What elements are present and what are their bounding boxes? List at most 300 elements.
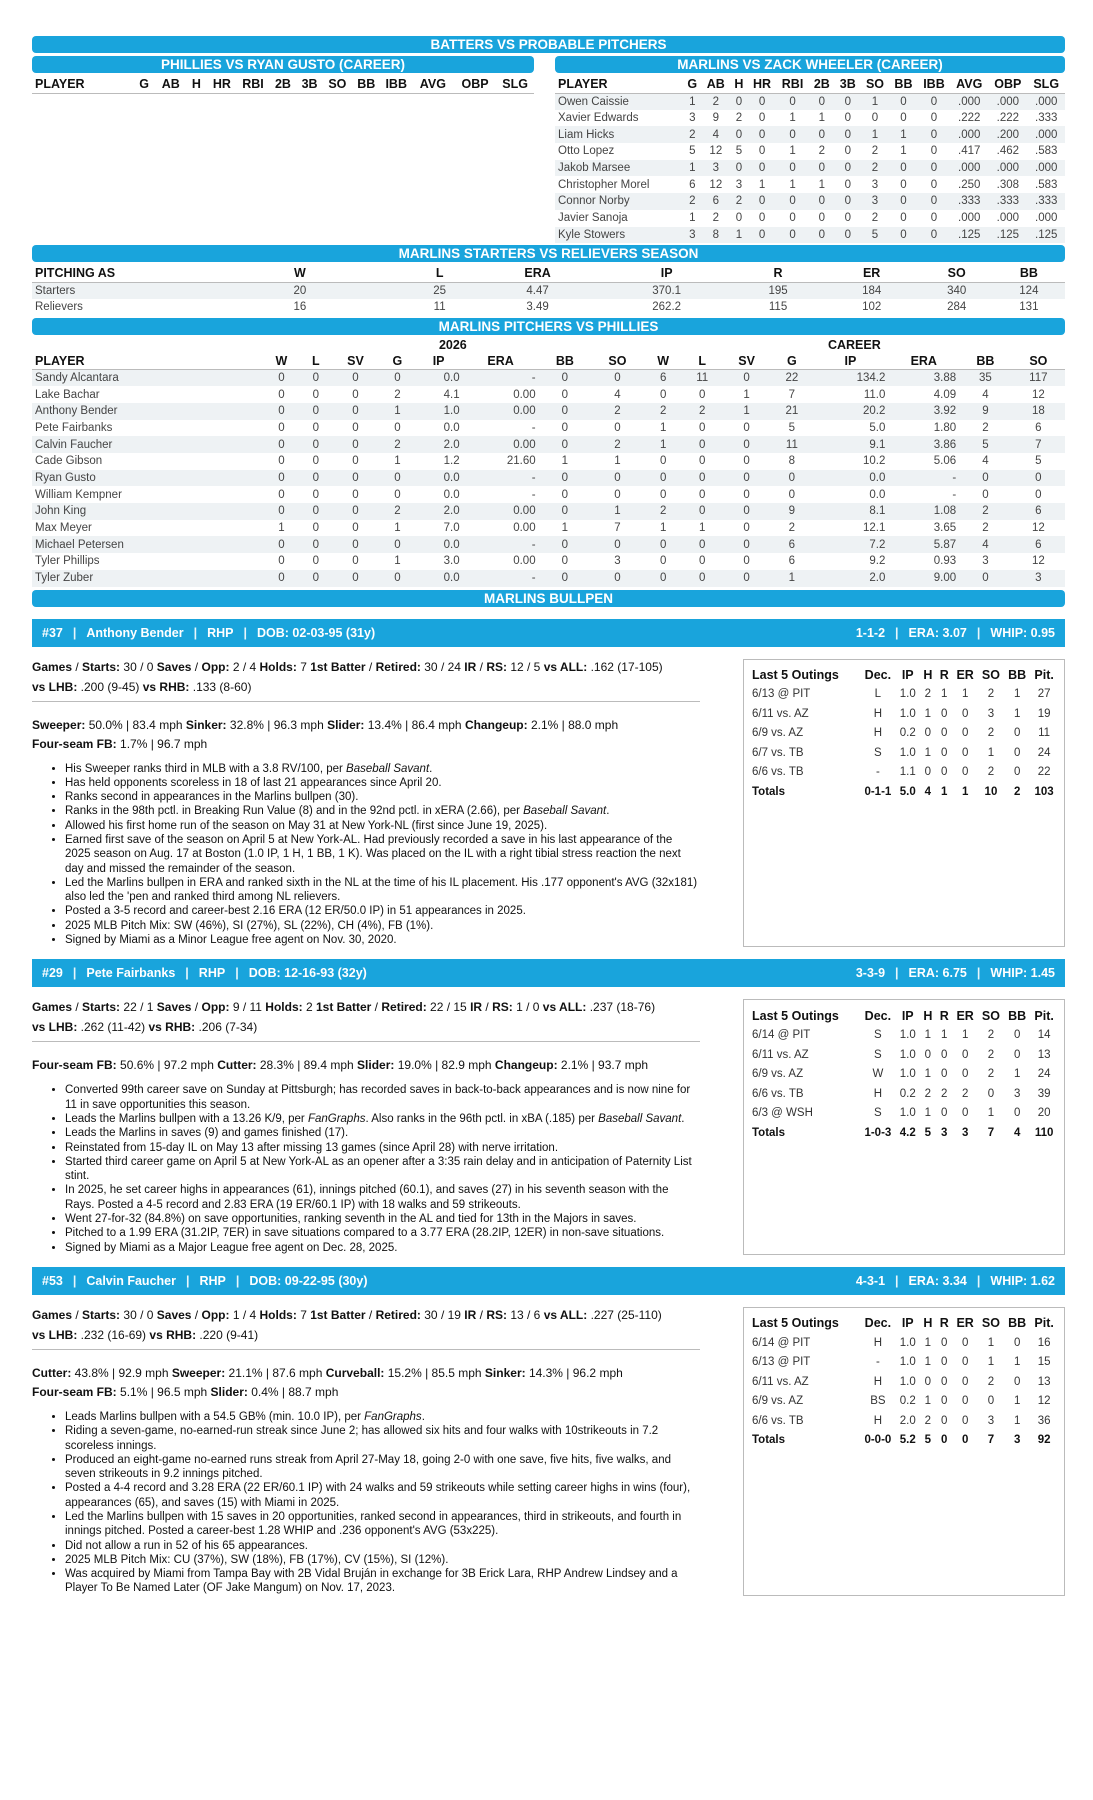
stat-cell: 0 (352, 455, 359, 468)
stat-value: / (476, 659, 487, 674)
stat-cell: 2 (941, 1087, 948, 1100)
stat-cell: 0 (924, 1375, 932, 1388)
starters-relievers-table (32, 265, 1065, 315)
pitch-mix (32, 1364, 700, 1402)
stat-cell: 0 (539, 436, 592, 453)
stat-cell: .308 (996, 178, 1020, 191)
marlins-vs-wheeler (555, 56, 1065, 243)
stat-cell: 2 (959, 503, 1012, 520)
column-header: SO (981, 1008, 1000, 1023)
jersey-number: #53 (42, 1273, 63, 1288)
stat-cell: 0.0 (812, 470, 888, 487)
stat-value: 21.1% | 87.6 mph (225, 1365, 326, 1380)
game-notes-page (32, 36, 1065, 1596)
table-row (555, 110, 1065, 127)
outing-date: 6/9 vs. AZ (752, 1395, 804, 1408)
stat-cell: 2 (394, 388, 401, 401)
column-header: ER (862, 266, 881, 281)
player-name: Otto Lopez (558, 145, 615, 158)
stat-cell: 7.2 (812, 536, 888, 553)
stat-cell: 6 (1012, 503, 1065, 520)
table-header-row (32, 265, 1065, 282)
column-header: PLAYER (558, 77, 608, 92)
stat-cell: 0 (844, 178, 851, 191)
stat-cell: 36 (1037, 1414, 1051, 1427)
stat-cell: H (873, 1414, 883, 1427)
column-header: H (191, 77, 201, 92)
stat-value: .162 (17-105) (587, 659, 663, 674)
stat-value: 1 / 0 (512, 1000, 543, 1015)
note-item (65, 1453, 700, 1482)
table-header-row (750, 1006, 1058, 1025)
note-item (65, 1510, 700, 1539)
pitch-mix (32, 716, 700, 754)
stat-value: 2 / 4 (229, 659, 260, 674)
column-header: PLAYER (35, 77, 85, 92)
table-row (750, 685, 1058, 705)
table-header-row (32, 353, 1065, 370)
stat-cell: 1 (924, 707, 932, 720)
column-header: SV (738, 353, 755, 368)
stat-cell: 3.92 (888, 403, 959, 420)
stat-cell: 0 (331, 370, 381, 387)
stat-cell: 1 (924, 1336, 932, 1349)
stat-cell: 0 (918, 126, 951, 143)
stat-cell: 0 (301, 370, 331, 387)
stat-cell: 0 (743, 555, 750, 568)
stat-cell: 35 (959, 370, 1012, 387)
stat-label: vs LHB: (32, 1020, 78, 1035)
stat-cell: 0.0 (443, 421, 460, 434)
column-header: L (435, 266, 444, 281)
stat-cell: 5 (689, 145, 696, 158)
divider: | (895, 625, 899, 640)
table-row (32, 470, 1065, 487)
player-name: Max Meyer (35, 522, 92, 535)
table-row (32, 486, 1065, 503)
pitcher-card (32, 1267, 1065, 1596)
player-name: Connor Norby (555, 193, 683, 210)
stat-cell: 1 (987, 1107, 995, 1120)
stat-cell: 18 (1012, 403, 1065, 420)
pitcher-season-line (856, 959, 1055, 987)
outing-date: 6/11 vs. AZ (752, 1375, 809, 1388)
stat-cell: 0 (809, 93, 835, 110)
note-item (65, 1226, 700, 1240)
stat-label: Retired: (375, 1307, 421, 1322)
column-header: IBB (923, 77, 945, 92)
stat-cell: 0 (380, 570, 414, 587)
stat-cell: 2 (818, 145, 825, 158)
column-header: 3B (839, 77, 856, 92)
stat-cell: 0 (539, 536, 592, 553)
outings-table (750, 1314, 1058, 1450)
stat-cell: 0 (352, 421, 359, 434)
stat-cell: 0 (301, 536, 331, 553)
stat-label: Holds: (259, 659, 297, 674)
stat-cell: 2 (735, 112, 743, 125)
stat-cell: 7 (1012, 436, 1065, 453)
column-header: OBP (461, 77, 489, 92)
last-5-outings (743, 999, 1065, 1255)
stat-cell: 1.0 (899, 1107, 916, 1120)
stat-cell: 1 (818, 178, 825, 191)
stat-cell: 12 (709, 178, 723, 191)
pitcher-dob: DOB: 02-03-95 (31y) (257, 625, 376, 640)
stat-value: Signed by Miami as a Major League free agent on Dec. 28, 2025. (65, 1241, 398, 1254)
total-cell: Totals (752, 1434, 786, 1447)
column-header: R (773, 266, 783, 281)
table-row (750, 1352, 1058, 1372)
table-row (750, 1064, 1058, 1084)
column-header: IP (432, 353, 445, 368)
stat-cell: 2 (861, 160, 889, 177)
outing-date: 6/7 vs. TB (752, 746, 804, 759)
stat-label: Saves (156, 659, 192, 674)
stat-label: vs ALL: (543, 1307, 588, 1322)
total-cell: 0-0-0 (864, 1434, 892, 1447)
note-item (65, 1539, 700, 1553)
stat-cell: .417 (958, 145, 981, 158)
table-row (555, 176, 1065, 193)
stat-cell: 12 (709, 145, 723, 158)
stat-cell: 0 (312, 421, 319, 434)
player-name: Xavier Edwards (558, 112, 639, 125)
table-row (750, 1391, 1058, 1411)
player-name: Tyler Phillips (35, 555, 100, 568)
stat-cell: 0 (941, 1336, 948, 1349)
stat-value: 7 (296, 659, 311, 674)
table-header-row (32, 76, 534, 93)
stat-cell: 0 (331, 470, 381, 487)
stat-value: 28.3% | 89.4 mph (256, 1058, 358, 1073)
stat-cell: 2 (987, 1068, 995, 1081)
stat-cell: 1 (689, 212, 696, 225)
stat-value: 2 (302, 1000, 316, 1015)
stat-cell: 0 (699, 488, 706, 501)
stat-cell: 1 (900, 145, 907, 158)
stat-label: 1st Batter (315, 1000, 372, 1015)
stat-cell: .000 (996, 212, 1020, 225)
note-item (65, 1567, 700, 1596)
note-item (65, 1410, 700, 1424)
table-row (32, 570, 1065, 587)
table-row (32, 420, 1065, 437)
stat-cell: 4.1 (443, 388, 460, 401)
stat-cell: 1 (1013, 1068, 1021, 1081)
stat-cell: 2 (924, 688, 932, 701)
stat-cell: 0.00 (463, 503, 539, 520)
stat-cell: 0 (1013, 1107, 1021, 1120)
stat-label: Retired: (375, 659, 421, 674)
stat-cell: 2 (380, 436, 414, 453)
stat-cell: - (463, 570, 539, 587)
stat-value: . (606, 805, 610, 818)
stat-cell: 0 (776, 227, 809, 244)
stat-cell: 0 (394, 421, 401, 434)
stat-cell: 1.0 (899, 1048, 916, 1061)
player-name: Lake Bachar (35, 388, 100, 401)
stat-cell: 0.0 (415, 570, 463, 587)
jersey-number: #37 (42, 625, 63, 640)
stat-cell: 8 (788, 455, 796, 468)
divider: | (72, 966, 77, 981)
total-cell: 5 (924, 1126, 932, 1139)
stat-cell: .583 (1035, 145, 1058, 158)
stat-cell: 1 (614, 455, 621, 468)
column-header: IP (844, 353, 857, 368)
column-header: H (923, 1008, 933, 1023)
section-starters-relievers: MARLINS STARTERS VS RELIEVERS SEASON (32, 245, 1065, 262)
outing-date: 6/9 vs. AZ (752, 727, 804, 740)
table-row (555, 160, 1065, 177)
column-header: L (311, 353, 320, 368)
stat-cell: 0 (961, 1414, 969, 1427)
stat-label: Changeup: (464, 717, 528, 732)
column-header: IP (901, 1008, 914, 1023)
stat-cell: 0.0 (415, 470, 463, 487)
stat-cell: 0 (614, 488, 621, 501)
stat-label: vs ALL: (543, 659, 588, 674)
stat-cell: 1 (924, 1029, 932, 1042)
stat-value: Leads the Marlins in saves (9) and games finished (17). (65, 1127, 349, 1140)
source-name: FanGraphs (364, 1410, 422, 1423)
stat-cell: 0 (380, 370, 414, 387)
table-header-row (555, 76, 1065, 93)
stat-cell: 0 (941, 1356, 948, 1369)
column-header: G (392, 353, 403, 368)
stat-cell: W (872, 1068, 884, 1081)
stat-value: / (365, 659, 376, 674)
stat-cell: 2 (987, 1375, 995, 1388)
stat-cell: 14 (1037, 1029, 1051, 1042)
stat-cell: 0 (659, 555, 667, 568)
column-header: ERA (487, 353, 514, 368)
stat-value: 30 / 0 (120, 1307, 157, 1322)
stat-cell: 0 (380, 470, 414, 487)
total-cell: 1 (961, 785, 969, 798)
column-header: BB (1008, 668, 1027, 682)
stat-cell: 340 (921, 282, 993, 299)
column-header: Last 5 Outings (752, 1316, 839, 1331)
stat-label: Slider: (210, 1384, 248, 1399)
column-header: IP (660, 266, 673, 281)
stat-value: Pitched to a 1.99 ERA (31.2IP, 7ER) in save situations compared to a 3.77 ERA (28.2IP, 12ER) in non-save situations. (65, 1227, 665, 1240)
divider: | (193, 625, 198, 640)
stat-cell: 0 (961, 1068, 969, 1081)
table-row (32, 520, 1065, 537)
stat-cell: 0 (561, 388, 569, 401)
stat-label: vs RHB: (142, 679, 190, 694)
stat-cell: 2 (644, 403, 683, 420)
pitcher-whip: WHIP: 0.95 (990, 625, 1055, 640)
column-header: W (657, 353, 670, 368)
stat-cell: .333 (1027, 193, 1065, 210)
stat-cell: 15 (1037, 1356, 1051, 1369)
stat-value: .200 (9-45) (77, 679, 143, 694)
stat-cell: 0 (771, 470, 812, 487)
divider: | (895, 966, 899, 981)
column-header: SO (981, 1316, 1000, 1331)
stat-cell: 3 (614, 555, 621, 568)
stat-value: Produced an eight-game no-earned runs streak from April 27-May 18, going 2-0 with one save, five hits, five walks, and seven strikeouts in 9.2 innings pitched. (65, 1453, 671, 1481)
table-row (750, 1372, 1058, 1392)
stat-cell: - (875, 766, 880, 779)
stat-cell: 0 (776, 160, 809, 177)
stat-cell: 9 (959, 403, 1012, 420)
column-header: Dec. (864, 1008, 892, 1023)
table-row (750, 1333, 1058, 1353)
stat-cell: 1 (644, 436, 683, 453)
stat-cell: 9 (712, 112, 720, 125)
stat-cell: 1 (1013, 688, 1021, 701)
divider: | (895, 1273, 899, 1288)
stat-cell: 0 (561, 421, 569, 434)
stat-cell: 0 (900, 112, 907, 125)
stat-cell: S (874, 1048, 882, 1061)
stat-value: / (482, 1000, 493, 1015)
outing-date: 6/9 vs. AZ (752, 1068, 804, 1081)
stat-cell: 0 (748, 160, 776, 177)
stat-cell: 0 (918, 193, 951, 210)
stat-cell: .222 (958, 112, 981, 125)
stat-cell: 2 (644, 503, 683, 520)
stat-value: Did not allow a run in 52 of his 65 appearances. (65, 1539, 308, 1552)
column-header: IBB (385, 77, 407, 92)
stat-cell: 0 (262, 570, 301, 587)
stat-cell: 2 (871, 212, 879, 225)
table-row (555, 143, 1065, 160)
stat-cell: 22 (771, 370, 812, 387)
marlins-vs-wheeler-title: MARLINS VS ZACK WHEELER (CAREER) (555, 56, 1065, 73)
stat-label: Saves (156, 1307, 192, 1322)
table-row (750, 1025, 1058, 1045)
stat-cell: 0 (331, 436, 381, 453)
stat-cell: 0 (809, 160, 835, 177)
stat-cell: 1.0 (899, 746, 916, 759)
stat-cell: 0 (835, 193, 861, 210)
stat-cell: 0 (835, 160, 861, 177)
stat-cell: 0 (722, 536, 772, 553)
stat-cell: 2 (987, 1048, 995, 1061)
stat-cell: 0 (312, 388, 319, 401)
stat-cell: 3.65 (933, 522, 957, 535)
stat-cell: 1 (1013, 1395, 1021, 1408)
stat-cell: 25 (404, 282, 475, 299)
table-row (555, 210, 1065, 227)
player-name: Pete Fairbanks (35, 421, 113, 434)
stat-cell: 184 (823, 282, 921, 299)
pitcher-identity (42, 619, 375, 647)
divider: | (976, 1273, 981, 1288)
group-career: CAREER (827, 338, 881, 353)
stat-cell: 3 (735, 178, 743, 191)
stat-cell: 0 (930, 112, 938, 125)
last-5-outings (743, 1307, 1065, 1596)
stat-cell: 262.2 (652, 301, 682, 314)
stat-cell: 0 (722, 436, 772, 453)
stat-value: / (191, 1307, 202, 1322)
note-item (65, 833, 700, 876)
table-row (32, 453, 1065, 470)
stat-value: Riding a seven-game, no-earned-run streak since June 2; has allowed six hits and four walks with 10strikeouts in 7.2 scoreless innings. (65, 1425, 659, 1452)
note-item (65, 933, 700, 947)
column-header: ERA (524, 266, 551, 281)
stat-value: 43.8% | 92.9 mph (71, 1365, 172, 1380)
stat-cell: 7.0 (443, 522, 460, 535)
pitcher-record: 1-1-2 (855, 625, 886, 640)
stat-cell: 0 (889, 227, 917, 244)
stat-cell: 6 (1012, 536, 1065, 553)
pitchers-vs-phillies-table (32, 338, 1065, 587)
stat-cell: 6 (702, 193, 730, 210)
stat-cell: - (463, 536, 539, 553)
stat-cell: 0 (743, 522, 750, 535)
total-cell: 5.0 (899, 785, 916, 798)
pitcher-era: ERA: 6.75 (908, 966, 967, 981)
stat-cell: 0.00 (513, 555, 536, 568)
stat-cell: 1 (941, 688, 948, 701)
stat-value: 30 / 0 (120, 659, 157, 674)
note-item (65, 1141, 700, 1155)
stat-cell: 2 (591, 436, 644, 453)
bullpen-pitchers (32, 619, 1065, 1596)
pitcher-notes (65, 762, 700, 948)
pitcher-identity (42, 1267, 368, 1295)
stat-cell: L (874, 688, 882, 701)
column-header: 2B (813, 77, 830, 92)
stat-cell: 0 (301, 503, 331, 520)
stat-label: Starts: (82, 1000, 121, 1015)
stat-cell: 1 (278, 522, 285, 535)
totals-row (750, 782, 1058, 802)
column-header: Pit. (1034, 1316, 1054, 1331)
stat-cell: 4.47 (475, 282, 600, 299)
stat-cell: 0 (352, 555, 359, 568)
stat-cell: 0 (941, 1414, 948, 1427)
stat-cell: 195 (733, 282, 822, 299)
stat-label: RS: (492, 1000, 513, 1015)
stat-cell: 0 (683, 570, 722, 587)
stat-cell: - (463, 470, 539, 487)
stat-cell: 2 (982, 522, 989, 535)
stat-value: .206 (7-34) (195, 1020, 258, 1035)
note-item (65, 919, 700, 933)
stat-cell: 2 (982, 421, 989, 434)
stat-value: 15.2% | 85.5 mph (384, 1365, 485, 1380)
stat-cell: 0 (659, 455, 667, 468)
column-header: PLAYER (35, 353, 85, 368)
column-header: IP (901, 1316, 914, 1331)
stat-cell: 0 (312, 488, 319, 501)
stat-value: / (72, 659, 83, 674)
stat-cell: 0 (961, 727, 969, 740)
pitcher-era: ERA: 3.07 (908, 625, 967, 640)
stat-value: .232 (16-69) (77, 1327, 150, 1342)
player-name: Javier Sanoja (558, 212, 628, 225)
stat-cell: 0 (959, 470, 1012, 487)
player-name: Calvin Faucher (32, 436, 262, 453)
stat-cell: H (873, 1336, 883, 1349)
stat-cell: 9.00 (888, 570, 959, 587)
stat-cell: 11 (1038, 727, 1051, 740)
column-header: W (293, 266, 306, 281)
stat-cell: 21 (771, 403, 812, 420)
stat-cell: 0 (1012, 470, 1065, 487)
stat-cell: 0 (331, 536, 381, 553)
divider: | (185, 1273, 190, 1288)
pitcher-season-line (856, 1267, 1055, 1295)
